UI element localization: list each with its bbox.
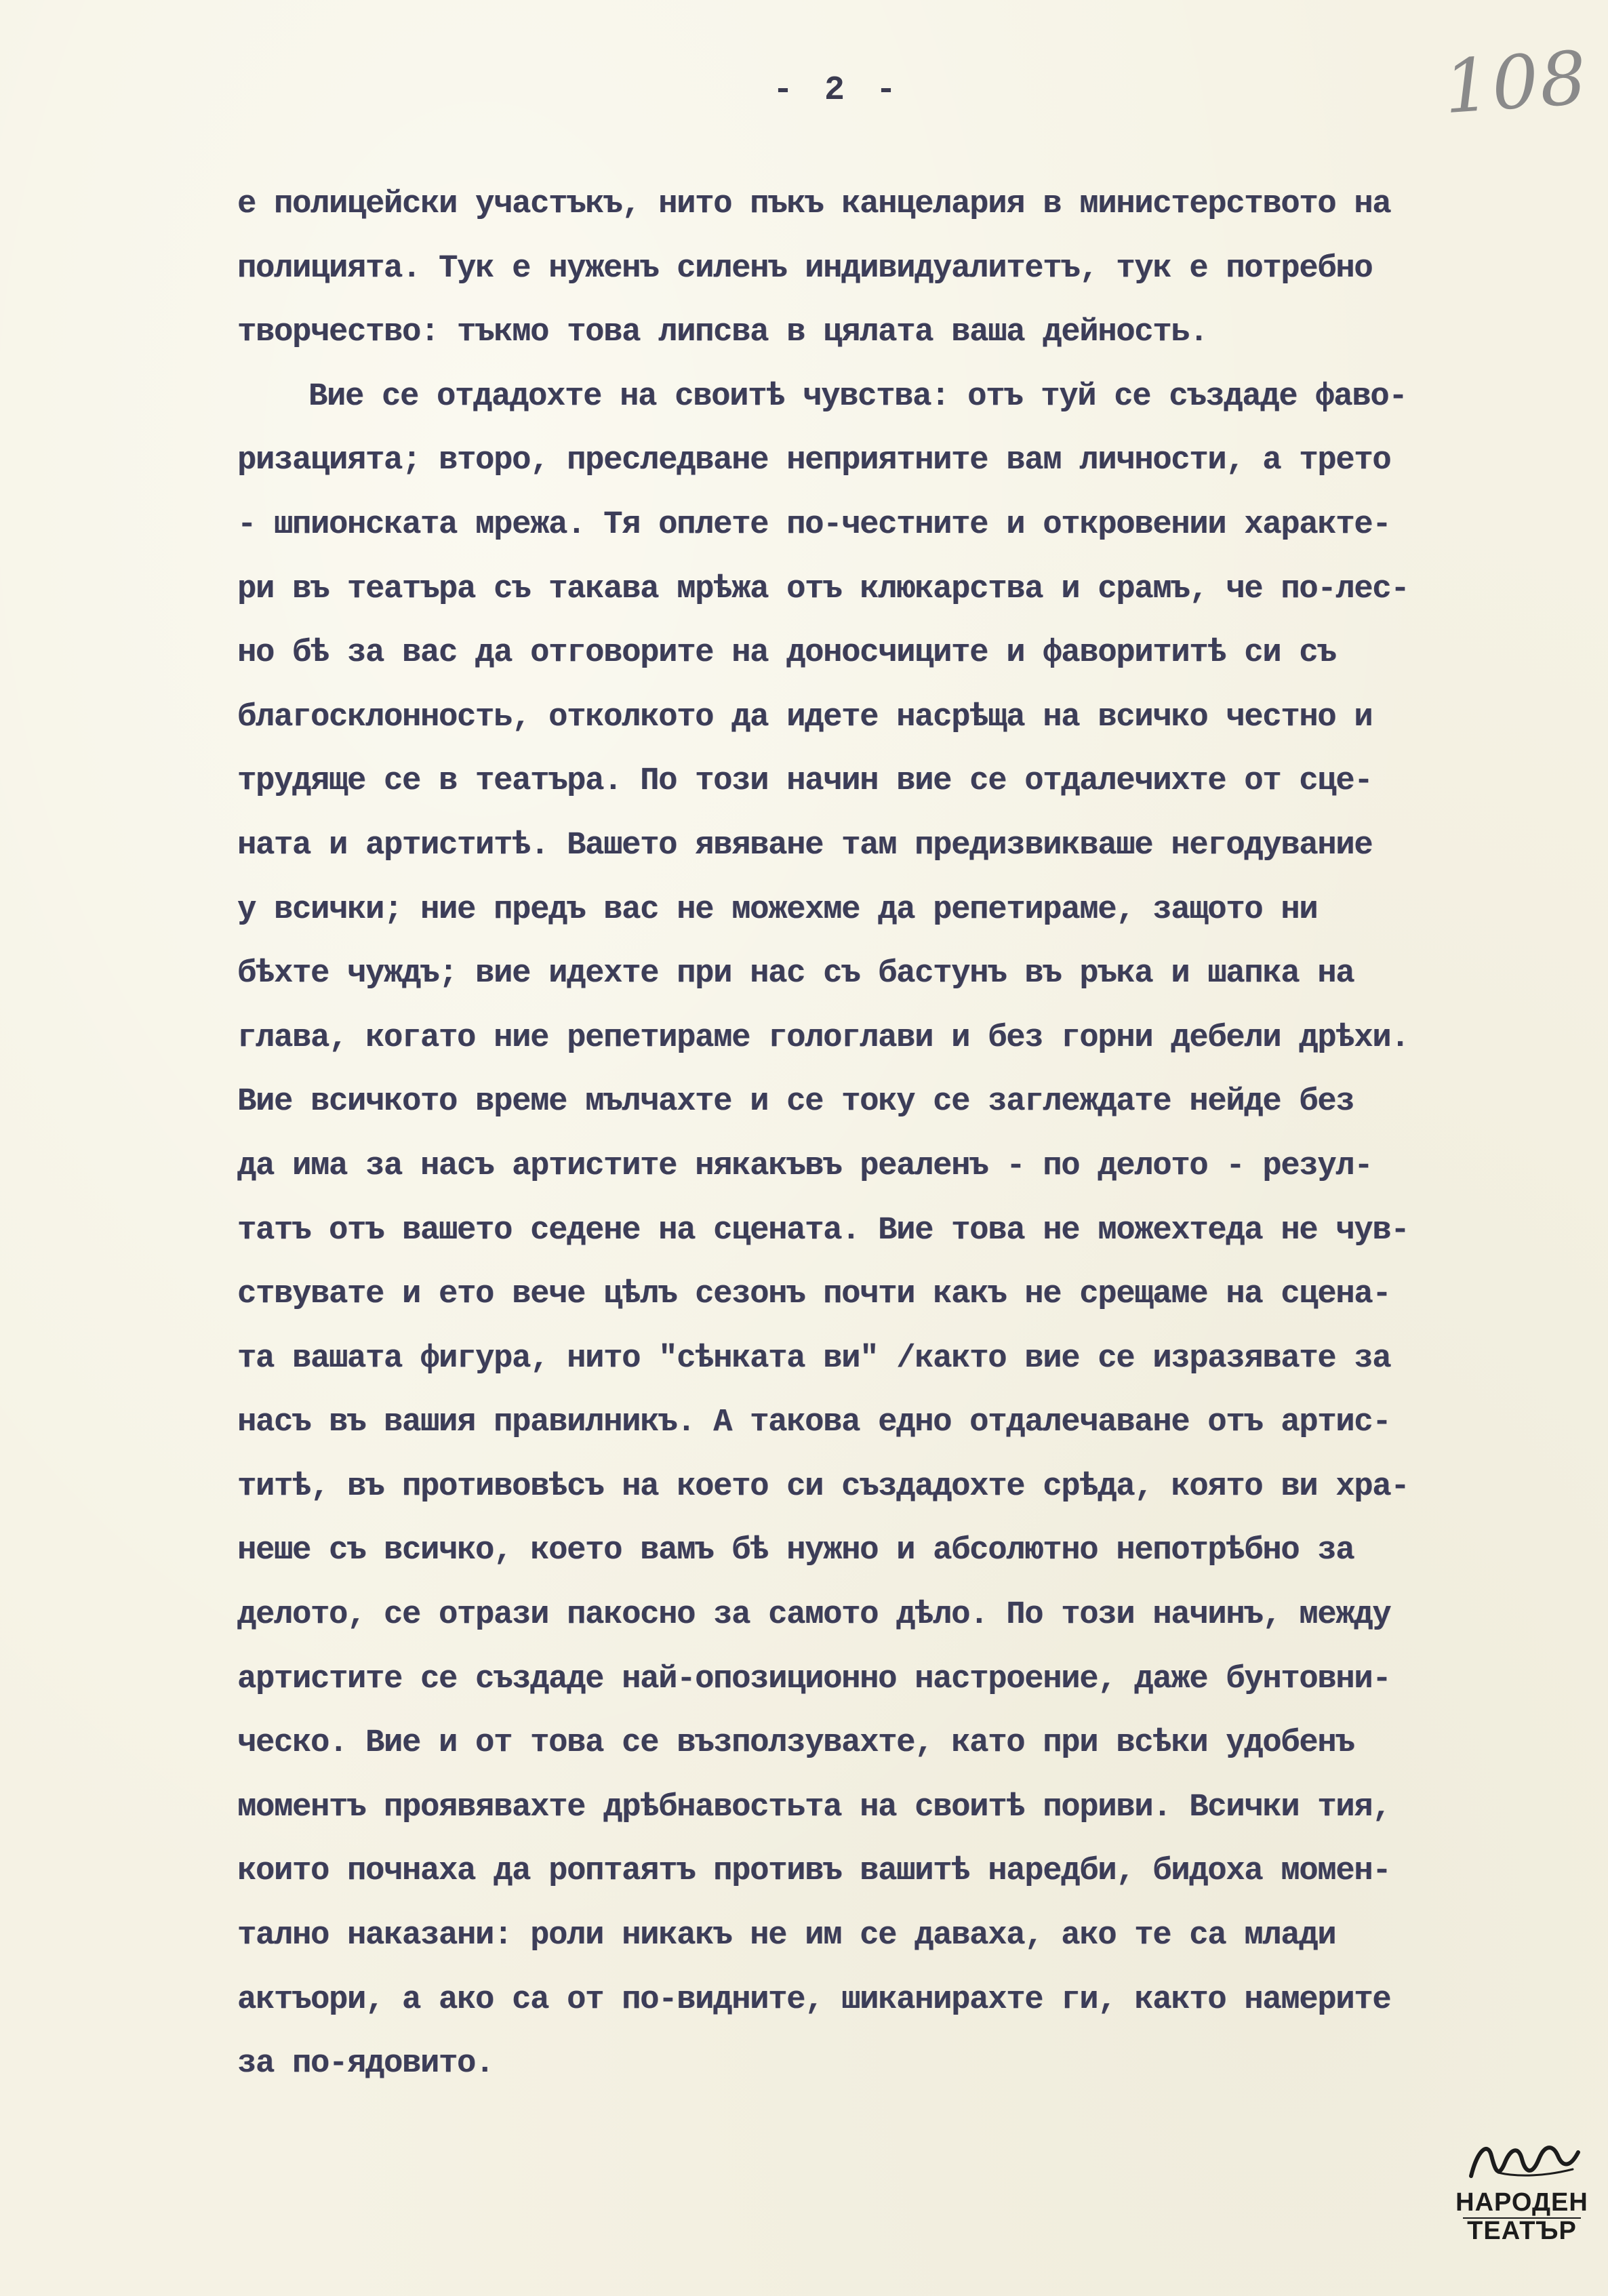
text-line: Вие се отдадохте на своитѣ чувства: отъ туй се създаде фаво- — [308, 378, 1407, 415]
text-line: ризацията; второ, преследване неприятните вам личности, а трето — [237, 443, 1391, 479]
text-line: неше съ всичко, което вамъ бѣ нужно и абсолютно непотрѣбно за — [237, 1533, 1354, 1569]
text-line: които почнаха да роптаятъ противъ вашитѣ наредби, бидоха момен- — [237, 1853, 1391, 1890]
text-line: титѣ, въ противовѣсъ на което си създадохте срѣда, която ви хра- — [237, 1468, 1409, 1505]
text-line: ческо. Вие и от това се възползувахте, като при всѣки удобенъ — [237, 1725, 1354, 1762]
text-line: у всички; ние предъ вас не можехме да репетираме, защото ни — [237, 891, 1318, 928]
text-line: за по-ядовито. — [237, 2046, 494, 2082]
text-line: бѣхте чуждъ; вие идехте при нас съ бастунъ въ ръка и шапка на — [237, 956, 1354, 992]
text-line: ната и артиститѣ. Вашето явяване там предизвикваше негодувание — [237, 827, 1373, 864]
text-line: насъ въ вашия правилникъ. А такова едно отдалечаване отъ артис- — [237, 1405, 1391, 1441]
national-theatre-logo — [1451, 2135, 1593, 2278]
text-line: та вашата фигура, нито "сѣнката ви" /както вие се изразявате за — [237, 1340, 1391, 1377]
text-line: глава, когато ние репетираме гологлави и без горни дебели дрѣхи. — [237, 1020, 1409, 1056]
text-line: ри въ театъра съ такава мрѣжа отъ клюкарства и срамъ, че по-лес- — [237, 571, 1409, 607]
logo-line-1: НАРОДЕН — [1455, 2188, 1588, 2217]
archive-number-handwritten: 108 — [1441, 35, 1591, 131]
page-number: - 2 - — [773, 71, 902, 110]
text-line: творчество: тъкмо това липсва в цялата ваша дейность. — [237, 315, 1208, 351]
text-line: е полицейски участъкъ, нито пъкъ канцелария в министерството на — [237, 186, 1391, 222]
signature-logo-icon — [1458, 2135, 1586, 2190]
logo-line-2: ТЕАТЪР — [1467, 2217, 1577, 2245]
text-line: трудяще се в театъра. По този начин вие се отдалечихте от сце- — [237, 763, 1373, 800]
text-line: полицията. Тук е нуженъ силенъ индивидуалитетъ, тук е потребно — [237, 250, 1373, 287]
text-line: но бѣ за вас да отговорите на доносчиците и фаворититѣ си съ — [237, 635, 1336, 672]
text-line: ствувате и ето вече цѣлъ сезонъ почти какъ не срещаме на сцена- — [237, 1276, 1391, 1313]
text-line: артистите се създаде най-опозиционно настроение, даже бунтовни- — [237, 1661, 1391, 1697]
typewritten-body — [237, 173, 1583, 2097]
text-line: татъ отъ вашето седене на сцената. Вие това не можехтеда не чув- — [237, 1212, 1409, 1249]
text-line: благосклонность, отколкото да идете насрѣща на всичко честно и — [237, 699, 1373, 736]
text-line: да има за насъ артистите някакъвъ реаленъ - по делото - резул- — [237, 1148, 1373, 1184]
text-line: актъори, а ако са от по-видните, шиканирахте ги, както намерите — [237, 1981, 1391, 2018]
text-line: тално наказани: роли никакъ не им се даваха, ако те са млади — [237, 1918, 1336, 1954]
text-line: - шпионската мрежа. Тя оплете по-честните и откровении характе- — [237, 506, 1391, 543]
text-line: делото, се отрази пакосно за самото дѣло. По този начинъ, между — [237, 1597, 1391, 1634]
text-line: моментъ проявявахте дрѣбнавостьта на своитѣ пориви. Всички тия, — [237, 1789, 1391, 1826]
text-line: Вие всичкото време мълчахте и се току се заглеждате нейде без — [237, 1084, 1354, 1121]
